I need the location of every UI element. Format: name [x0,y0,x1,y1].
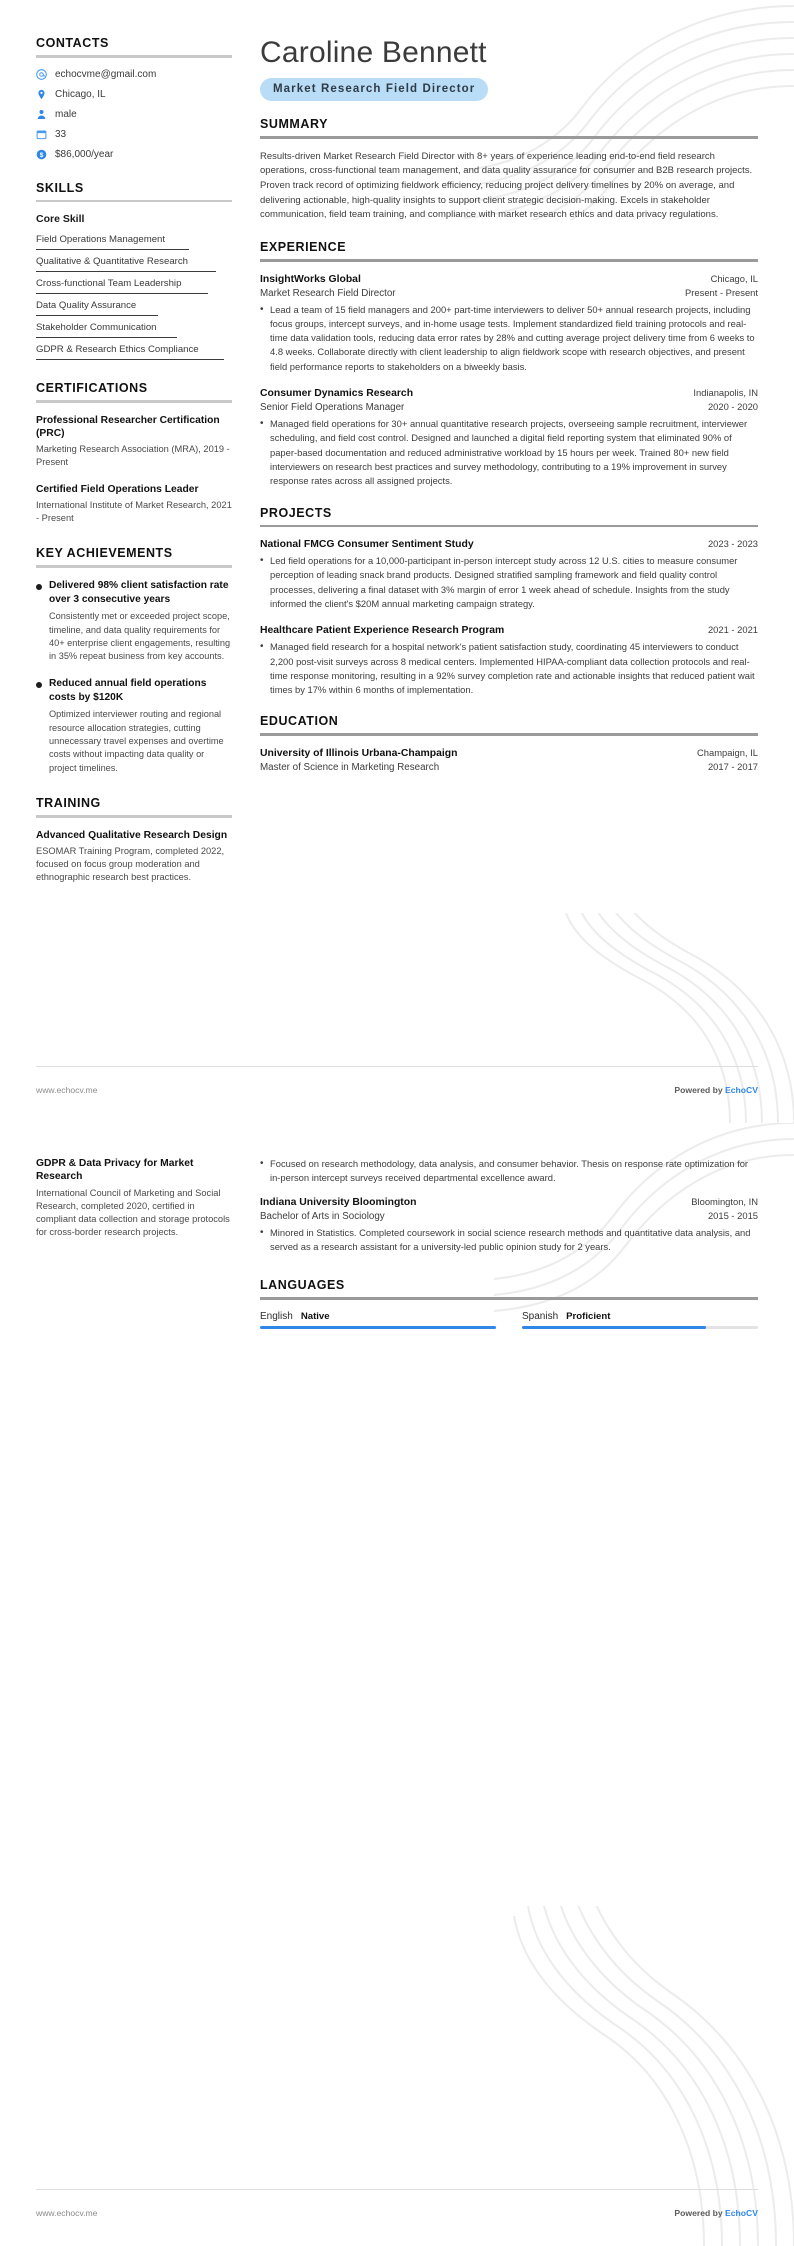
footer-powered-prefix: Powered by [674,1085,726,1095]
contact-value-gender: male [55,108,77,120]
main-column-2 [248,1157,758,1346]
location-pin-icon [36,89,47,100]
education-dates: 2015 - 2015 [707,1209,758,1221]
certification-item [36,483,232,526]
section-skills [36,181,232,361]
certification-name: Professional Researcher Certification (PRC) [36,414,220,439]
sidebar-column-2 [36,1157,248,1346]
project-entry [260,538,758,611]
bullet-dot-icon [36,584,42,590]
training-item [36,1157,232,1240]
contact-item-gender[interactable] [36,109,232,120]
education-school: Indiana University Bloomington [260,1196,417,1208]
language-name: English [260,1310,293,1322]
email-icon [36,69,47,80]
bullet-item: • Minored in Statistics. Completed coursework in social science research methods and quantitative data analysis, and served as a research assistant for a university-led public opinion study for 2 years. [260,1226,758,1255]
achievement-title: Delivered 98% client satisfaction rate over 3 consecutive years [49,579,229,605]
section-languages [260,1278,758,1329]
certification-item [36,414,232,470]
projects-rule [260,525,758,528]
summary-rule [260,136,758,139]
contact-item-salary[interactable] [36,149,232,160]
summary-title: SUMMARY [260,117,328,131]
certification-detail: International Institute of Market Research, 2021 - Present [36,500,232,524]
footer-2 [36,2208,758,2218]
training-title: TRAINING [36,796,101,811]
section-contacts [36,36,232,160]
main-column [248,36,758,905]
training-detail: International Council of Marketing and Social Research, completed 2020, certified in compliant data collection and storage protocols for cross-border research projects. [36,1187,230,1238]
skills-rule [36,200,232,203]
project-dates: 2021 - 2021 [707,624,758,636]
contact-item-email[interactable] [36,69,232,80]
contacts-rule [36,55,232,58]
salary-icon [36,149,47,160]
contact-value-email: echocvme@gmail.com [55,68,157,80]
training-name: GDPR & Data Privacy for Market Research [36,1158,194,1183]
education-bullets [260,1157,758,1186]
achievements-rule [36,565,232,568]
sidebar-column [36,36,248,905]
training-rule [36,815,232,818]
projects-title: PROJECTS [260,505,332,520]
training-name: Advanced Qualitative Research Design [36,829,228,841]
footer-divider-1 [36,1066,758,1067]
experience-dates: 2020 - 2020 [707,401,758,413]
education-entry [260,1196,758,1255]
resume-sheet-2 [0,1123,794,2246]
achievement-item [36,579,232,664]
footer-site-url[interactable]: www.echocv.me [36,1085,98,1095]
education-school: University of Illinois Urbana-Champaign [260,747,458,759]
experience-location: Indianapolis, IN [693,387,758,399]
contact-value-salary: $86,000/year [55,148,114,160]
bullet-item: • Managed field research for a hospital network's patient satisfaction study, coordinating 45 interviewers to conduct 2,200 post-visit surveys across 8 medical centers. Implemented HIPAA-compliant data collection protocols and real-time response monitoring, resulting in a 92% survey completion rate and actionable insights that reduced patient wait times by 17% within 6 months of implementation. [260,640,758,697]
footer-powered-by [674,2208,758,2218]
education-location: Champaign, IL [697,746,758,758]
skill-item: GDPR & Research Ethics Compliance [36,344,232,360]
certifications-rule [36,400,232,403]
footer-powered-prefix: Powered by [674,2208,726,2218]
languages-list [260,1311,758,1329]
achievements-title: KEY ACHIEVEMENTS [36,546,173,561]
language-item-english [260,1311,496,1329]
footer-powered-by [674,1085,758,1095]
education-dates: 2017 - 2017 [707,760,758,772]
certification-detail: Marketing Research Association (MRA), 2019 - Present [36,444,230,468]
footer-site-url[interactable]: www.echocv.me [36,2208,98,2218]
experience-role: Senior Field Operations Manager [260,402,405,414]
skill-item: Qualitative & Quantitative Research [36,256,232,272]
project-bullets [260,640,758,697]
footer-divider-2 [36,2189,758,2190]
footer-brand[interactable]: EchoCV [725,1085,758,1095]
project-name: National FMCG Consumer Sentiment Study [260,539,474,551]
footer-1 [36,1085,758,1095]
language-proficiency-fill [260,1326,496,1329]
skill-item: Stakeholder Communication [36,322,232,338]
education-rule [260,733,758,736]
language-proficiency-bar [522,1326,758,1329]
experience-org: Consumer Dynamics Research [260,388,414,400]
experience-rule [260,259,758,262]
section-certifications [36,381,232,525]
svg-text:$: $ [39,151,44,159]
experience-entry [260,273,758,374]
section-experience [260,240,758,488]
language-proficiency-fill [522,1326,706,1329]
section-key-achievements [36,546,232,775]
skills-core-label: Core Skill [36,213,85,225]
footer-brand[interactable]: EchoCV [725,2208,758,2218]
contact-item-age[interactable] [36,129,232,140]
experience-bullets [260,417,758,488]
certification-name: Certified Field Operations Leader [36,483,199,495]
education-bullets [260,1226,758,1255]
education-entry [260,747,758,773]
language-level: Proficient [566,1310,611,1322]
bullet-dot-icon [36,682,42,688]
achievement-title: Reduced annual field operations costs by $120K [49,677,207,703]
experience-entry [260,387,758,488]
contact-value-age: 33 [55,128,67,140]
contact-value-location: Chicago, IL [55,88,106,100]
bullet-item: • Focused on research methodology, data analysis, and consumer behavior. Thesis on response rate optimization for in-person intercept surveys received departmental excellence award. [260,1157,758,1186]
skill-item: Field Operations Management [36,234,232,250]
experience-location: Chicago, IL [710,272,758,284]
skills-title: SKILLS [36,180,84,195]
contacts-title: CONTACTS [36,36,109,50]
language-item-spanish [522,1311,758,1329]
calendar-icon [36,129,47,140]
certifications-title: CERTIFICATIONS [36,381,148,395]
project-bullets [260,554,758,611]
education-degree: Bachelor of Arts in Sociology [260,1210,385,1222]
education-location: Bloomington, IN [691,1195,758,1207]
summary-text: Results-driven Market Research Field Director with 8+ years of experience leading end-to-end field research operations, cross-functional team management, and data quality assurance for consumer and B2B research projects. Proven track record of optimizing fieldwork efficiency, reducing project delivery timelines by 20% on average, and delivering actionable, high-quality insights to support client strategic decision-making. Excels in stakeholder communication, field team training, and compliance with market research ethics and data privacy regulations. [260,150,753,221]
bullet-item: • Led field operations for a 10,000-participant in-person intercept study across 12 U.S. cities to measure consumer perception of leading snack brand products. Designed stratified sampling framework and field quality control processes, delivering a final dataset with 3% margin of error 1 week ahead of schedule. Insights from the study informed the client's $20M annual marketing campaign strategy. [260,554,758,611]
skill-item: Cross-functional Team Leadership [36,278,232,294]
project-name: Healthcare Patient Experience Research Program [260,625,505,637]
languages-rule [260,1297,758,1300]
contact-item-location[interactable] [36,89,232,100]
achievement-desc: Consistently met or exceeded project scope, timeline, and data quality requirements for 40+ enterprise client engagements, resulting in 35% repeat business from key accounts. [49,611,231,662]
language-level: Native [300,1310,330,1322]
language-proficiency-bar [260,1326,496,1329]
section-training [36,796,232,884]
experience-bullets [260,303,758,374]
experience-org: InsightWorks Global [260,273,361,285]
experience-title: EXPERIENCE [260,240,347,255]
section-education [260,714,758,773]
person-icon [36,109,47,120]
skill-item: Data Quality Assurance [36,300,232,316]
languages-title: LANGUAGES [260,1278,345,1293]
training-detail: ESOMAR Training Program, completed 2022, focused on focus group moderation and ethnographic research best practices. [36,845,225,883]
bullet-item: • Managed field operations for 30+ annual quantitative research projects, overseeing sample recruitment, interviewer scheduling, and field cost control. Designed and launched a digital field reporting system that eliminated 90% of paper-based documentation and reduced administrative workload by 15 hours per week. Trained 80+ new field interviewers on research best practices and survey methodology, contributing to a 19% improvement in survey response rates across all assigned projects. [260,417,758,488]
experience-role: Market Research Field Director [260,287,396,299]
achievement-item [36,677,232,775]
education-title: EDUCATION [260,714,339,729]
project-dates: 2023 - 2023 [707,538,758,550]
role-badge: Market Research Field Director [260,78,488,101]
language-name: Spanish [522,1310,559,1322]
bullet-item: • Lead a team of 15 field managers and 200+ part-time interviewers to deliver 50+ annual research projects, including focus groups, intercept surveys, and in-home usage tests. Implement standardized field training protocols and real-time data validation tools, reducing data error rates by 28% and cutting average project delivery time from 6 weeks to 4.8 weeks. Collaborate directly with client leadership to align fieldwork scope with research objectives, and present field performance reports to stakeholders on a biweekly basis. [260,303,758,374]
education-degree: Master of Science in Marketing Research [260,761,440,773]
training-item [36,829,232,885]
page-title: Caroline Bennett [260,36,487,69]
section-projects [260,506,758,698]
achievement-desc: Optimized interviewer routing and regional resource allocation strategies, cutting unnecessary travel expenses and overtime costs without impacting data quality or project timelines. [49,709,224,773]
section-summary [260,117,758,223]
experience-dates: Present - Present [685,286,758,298]
decorative-swirl-bottom-right-2 [474,1906,794,2246]
project-entry [260,624,758,697]
